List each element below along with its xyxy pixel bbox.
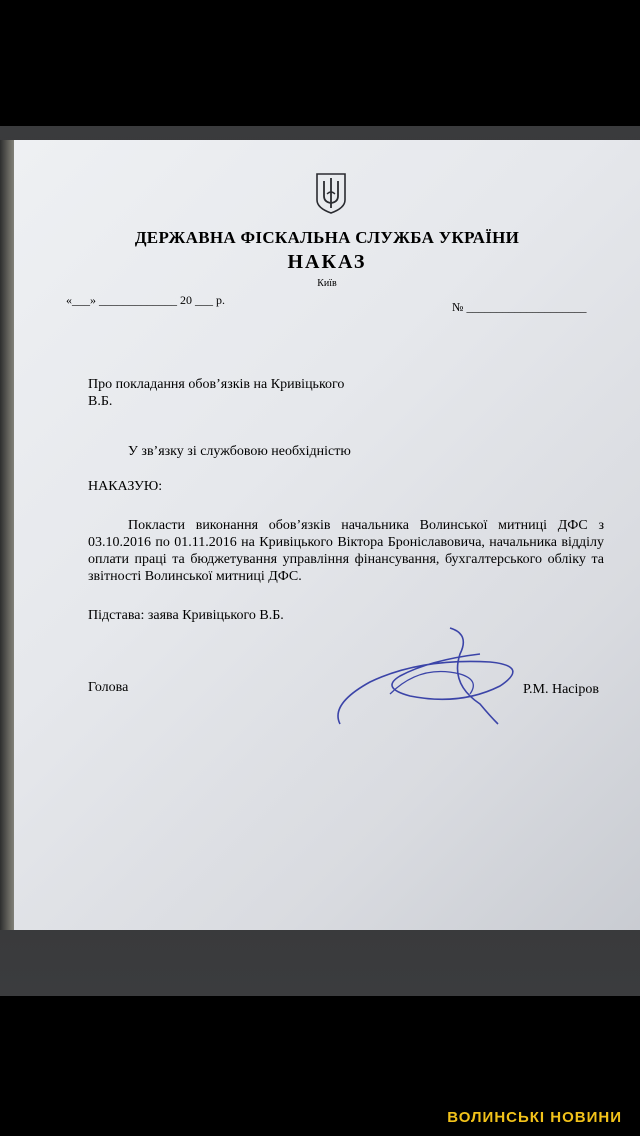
order-reason: У зв’язку зі службовою необхідністю xyxy=(128,444,351,459)
signer-position: Голова xyxy=(88,680,129,695)
order-body: Покласти виконання обов’язків начальника Волинської митниці ДФС з 03.10.2016 по 01.11.2016 на Кривіцького Віктора Броніславовича, начальника відділу оплати праці та бюджетування управління фінансування, бухгалтерського обліку та звітності Волинської митниці ДФС. xyxy=(88,518,604,584)
organization-name: ДЕРЖАВНА ФІСКАЛЬНА СЛУЖБА УКРАЇНИ xyxy=(134,228,520,247)
city: Київ xyxy=(317,278,337,289)
trident-icon xyxy=(315,172,347,214)
number-field: № ____________________ xyxy=(452,300,587,314)
order-heading: НАКАЗУЮ: xyxy=(88,479,163,494)
watermark-logo: ВОЛИНСЬКІ НОВИНИ xyxy=(447,1109,622,1126)
date-field: «___» _____________ 20 ___ р. xyxy=(66,293,225,307)
order-basis: Підстава: заява Кривіцького В.Б. xyxy=(88,608,284,623)
signer-name: Р.М. Насіров xyxy=(523,682,600,697)
signature-icon xyxy=(330,624,540,734)
order-subject: Про покладання обов’язків на Кривіцького В.Б. xyxy=(88,377,345,409)
document-title: НАКАЗ xyxy=(287,251,367,273)
